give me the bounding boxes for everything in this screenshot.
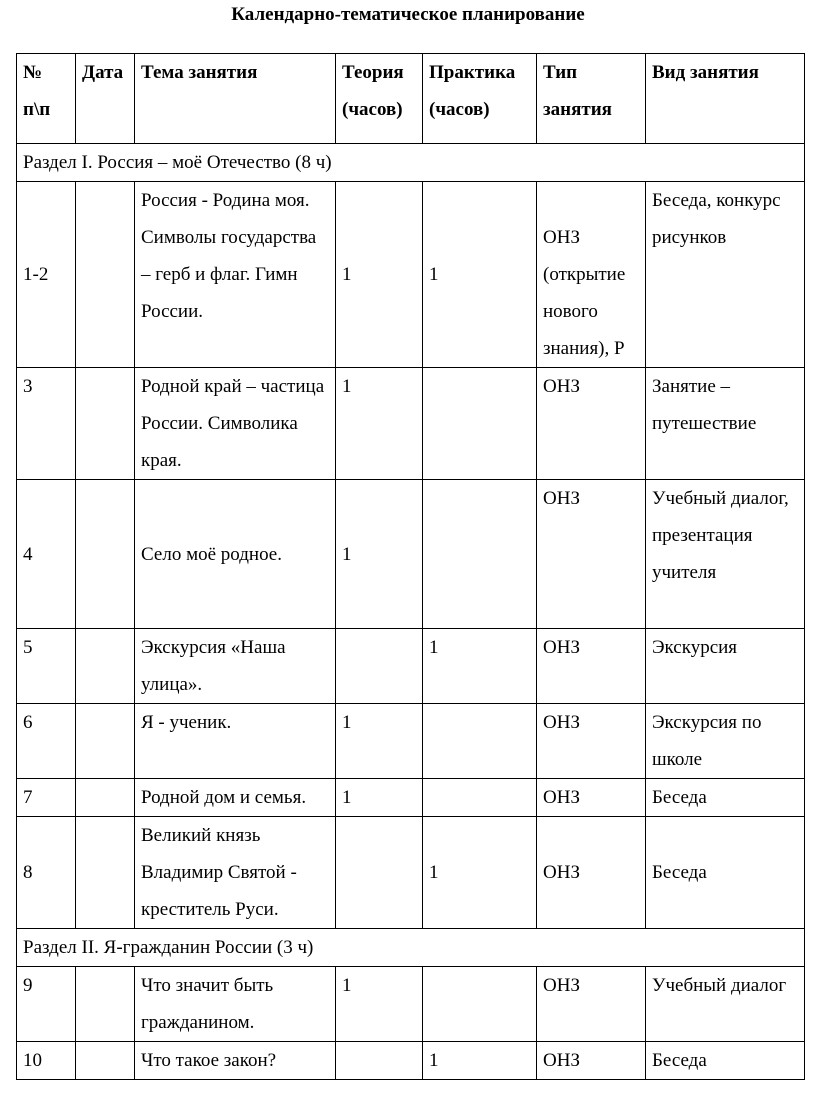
cell-topic: Великий князь Владимир Святой - креститель Руси. [135, 817, 336, 929]
planning-table [16, 53, 805, 1080]
cell-date [76, 1042, 135, 1080]
table-row [17, 629, 805, 704]
cell-theory: 1 [336, 368, 423, 480]
section-title: Раздел II. Я-гражданин России (3 ч) [17, 929, 805, 967]
cell-kind: Беседа [646, 817, 805, 929]
cell-theory [336, 1042, 423, 1080]
table-row [17, 182, 805, 368]
cell-type: ОНЗ [537, 629, 646, 704]
cell-theory: 1 [336, 779, 423, 817]
cell-topic: Россия - Родина моя. Символы государства – герб и флаг. Гимн России. [135, 182, 336, 368]
table-row [17, 1042, 805, 1080]
cell-date [76, 967, 135, 1042]
cell-date [76, 182, 135, 368]
cell-topic: Что такое закон? [135, 1042, 336, 1080]
cell-topic: Что значит быть гражданином. [135, 967, 336, 1042]
cell-kind: Занятие – путешествие [646, 368, 805, 480]
cell-practice: 1 [423, 182, 537, 368]
cell-theory [336, 629, 423, 704]
cell-theory: 1 [336, 967, 423, 1042]
cell-num: 5 [17, 629, 76, 704]
table-row [17, 704, 805, 779]
cell-date [76, 480, 135, 629]
cell-practice: 1 [423, 817, 537, 929]
cell-kind: Учебный диалог, презентация учителя [646, 480, 805, 629]
table-row [17, 368, 805, 480]
cell-topic: Родной дом и семья. [135, 779, 336, 817]
cell-num: 10 [17, 1042, 76, 1080]
cell-topic: Я - ученик. [135, 704, 336, 779]
cell-practice: 1 [423, 1042, 537, 1080]
cell-type: ОНЗ [537, 817, 646, 929]
cell-kind: Экскурсия по школе [646, 704, 805, 779]
cell-topic: Родной край – частица России. Символика края. [135, 368, 336, 480]
table-row [17, 779, 805, 817]
cell-date [76, 704, 135, 779]
cell-type: ОНЗ [537, 480, 646, 629]
cell-theory: 1 [336, 704, 423, 779]
document-title: Календарно-тематическое планирование [231, 4, 585, 25]
cell-kind: Беседа [646, 1042, 805, 1080]
cell-type: ОНЗ [537, 967, 646, 1042]
cell-num: 9 [17, 967, 76, 1042]
cell-date [76, 817, 135, 929]
section-title: Раздел I. Россия – моё Отечество (8 ч) [17, 144, 805, 182]
cell-theory: 1 [336, 480, 423, 629]
cell-date [76, 368, 135, 480]
cell-theory [336, 817, 423, 929]
header-practice: Практика (часов) [423, 54, 537, 144]
cell-practice [423, 480, 537, 629]
cell-num: 6 [17, 704, 76, 779]
cell-type: ОНЗ (открытие нового знания), Р [537, 182, 646, 368]
header-theory: Теория (часов) [336, 54, 423, 144]
header-num: № п\п [17, 54, 76, 144]
cell-type: ОНЗ [537, 704, 646, 779]
table-row [17, 967, 805, 1042]
cell-num: 4 [17, 480, 76, 629]
cell-kind: Учебный диалог [646, 967, 805, 1042]
cell-type: ОНЗ [537, 779, 646, 817]
cell-practice [423, 368, 537, 480]
header-kind: Вид занятия [646, 54, 805, 144]
header-row [17, 54, 805, 144]
cell-practice [423, 704, 537, 779]
cell-theory: 1 [336, 182, 423, 368]
cell-num: 1-2 [17, 182, 76, 368]
cell-kind: Беседа [646, 779, 805, 817]
section-row [17, 144, 805, 182]
cell-date [76, 629, 135, 704]
cell-practice [423, 967, 537, 1042]
cell-date [76, 779, 135, 817]
cell-num: 8 [17, 817, 76, 929]
cell-kind: Беседа, конкурс рисунков [646, 182, 805, 368]
table-row [17, 480, 805, 629]
cell-num: 3 [17, 368, 76, 480]
header-date: Дата [76, 54, 135, 144]
cell-num: 7 [17, 779, 76, 817]
cell-practice: 1 [423, 629, 537, 704]
cell-practice [423, 779, 537, 817]
header-topic: Тема занятия [135, 54, 336, 144]
cell-kind: Экскурсия [646, 629, 805, 704]
header-type: Тип занятия [537, 54, 646, 144]
cell-type: ОНЗ [537, 1042, 646, 1080]
cell-type: ОНЗ [537, 368, 646, 480]
cell-topic: Экскурсия «Наша улица». [135, 629, 336, 704]
section-row [17, 929, 805, 967]
cell-topic: Село моё родное. [135, 480, 336, 629]
table-row [17, 817, 805, 929]
